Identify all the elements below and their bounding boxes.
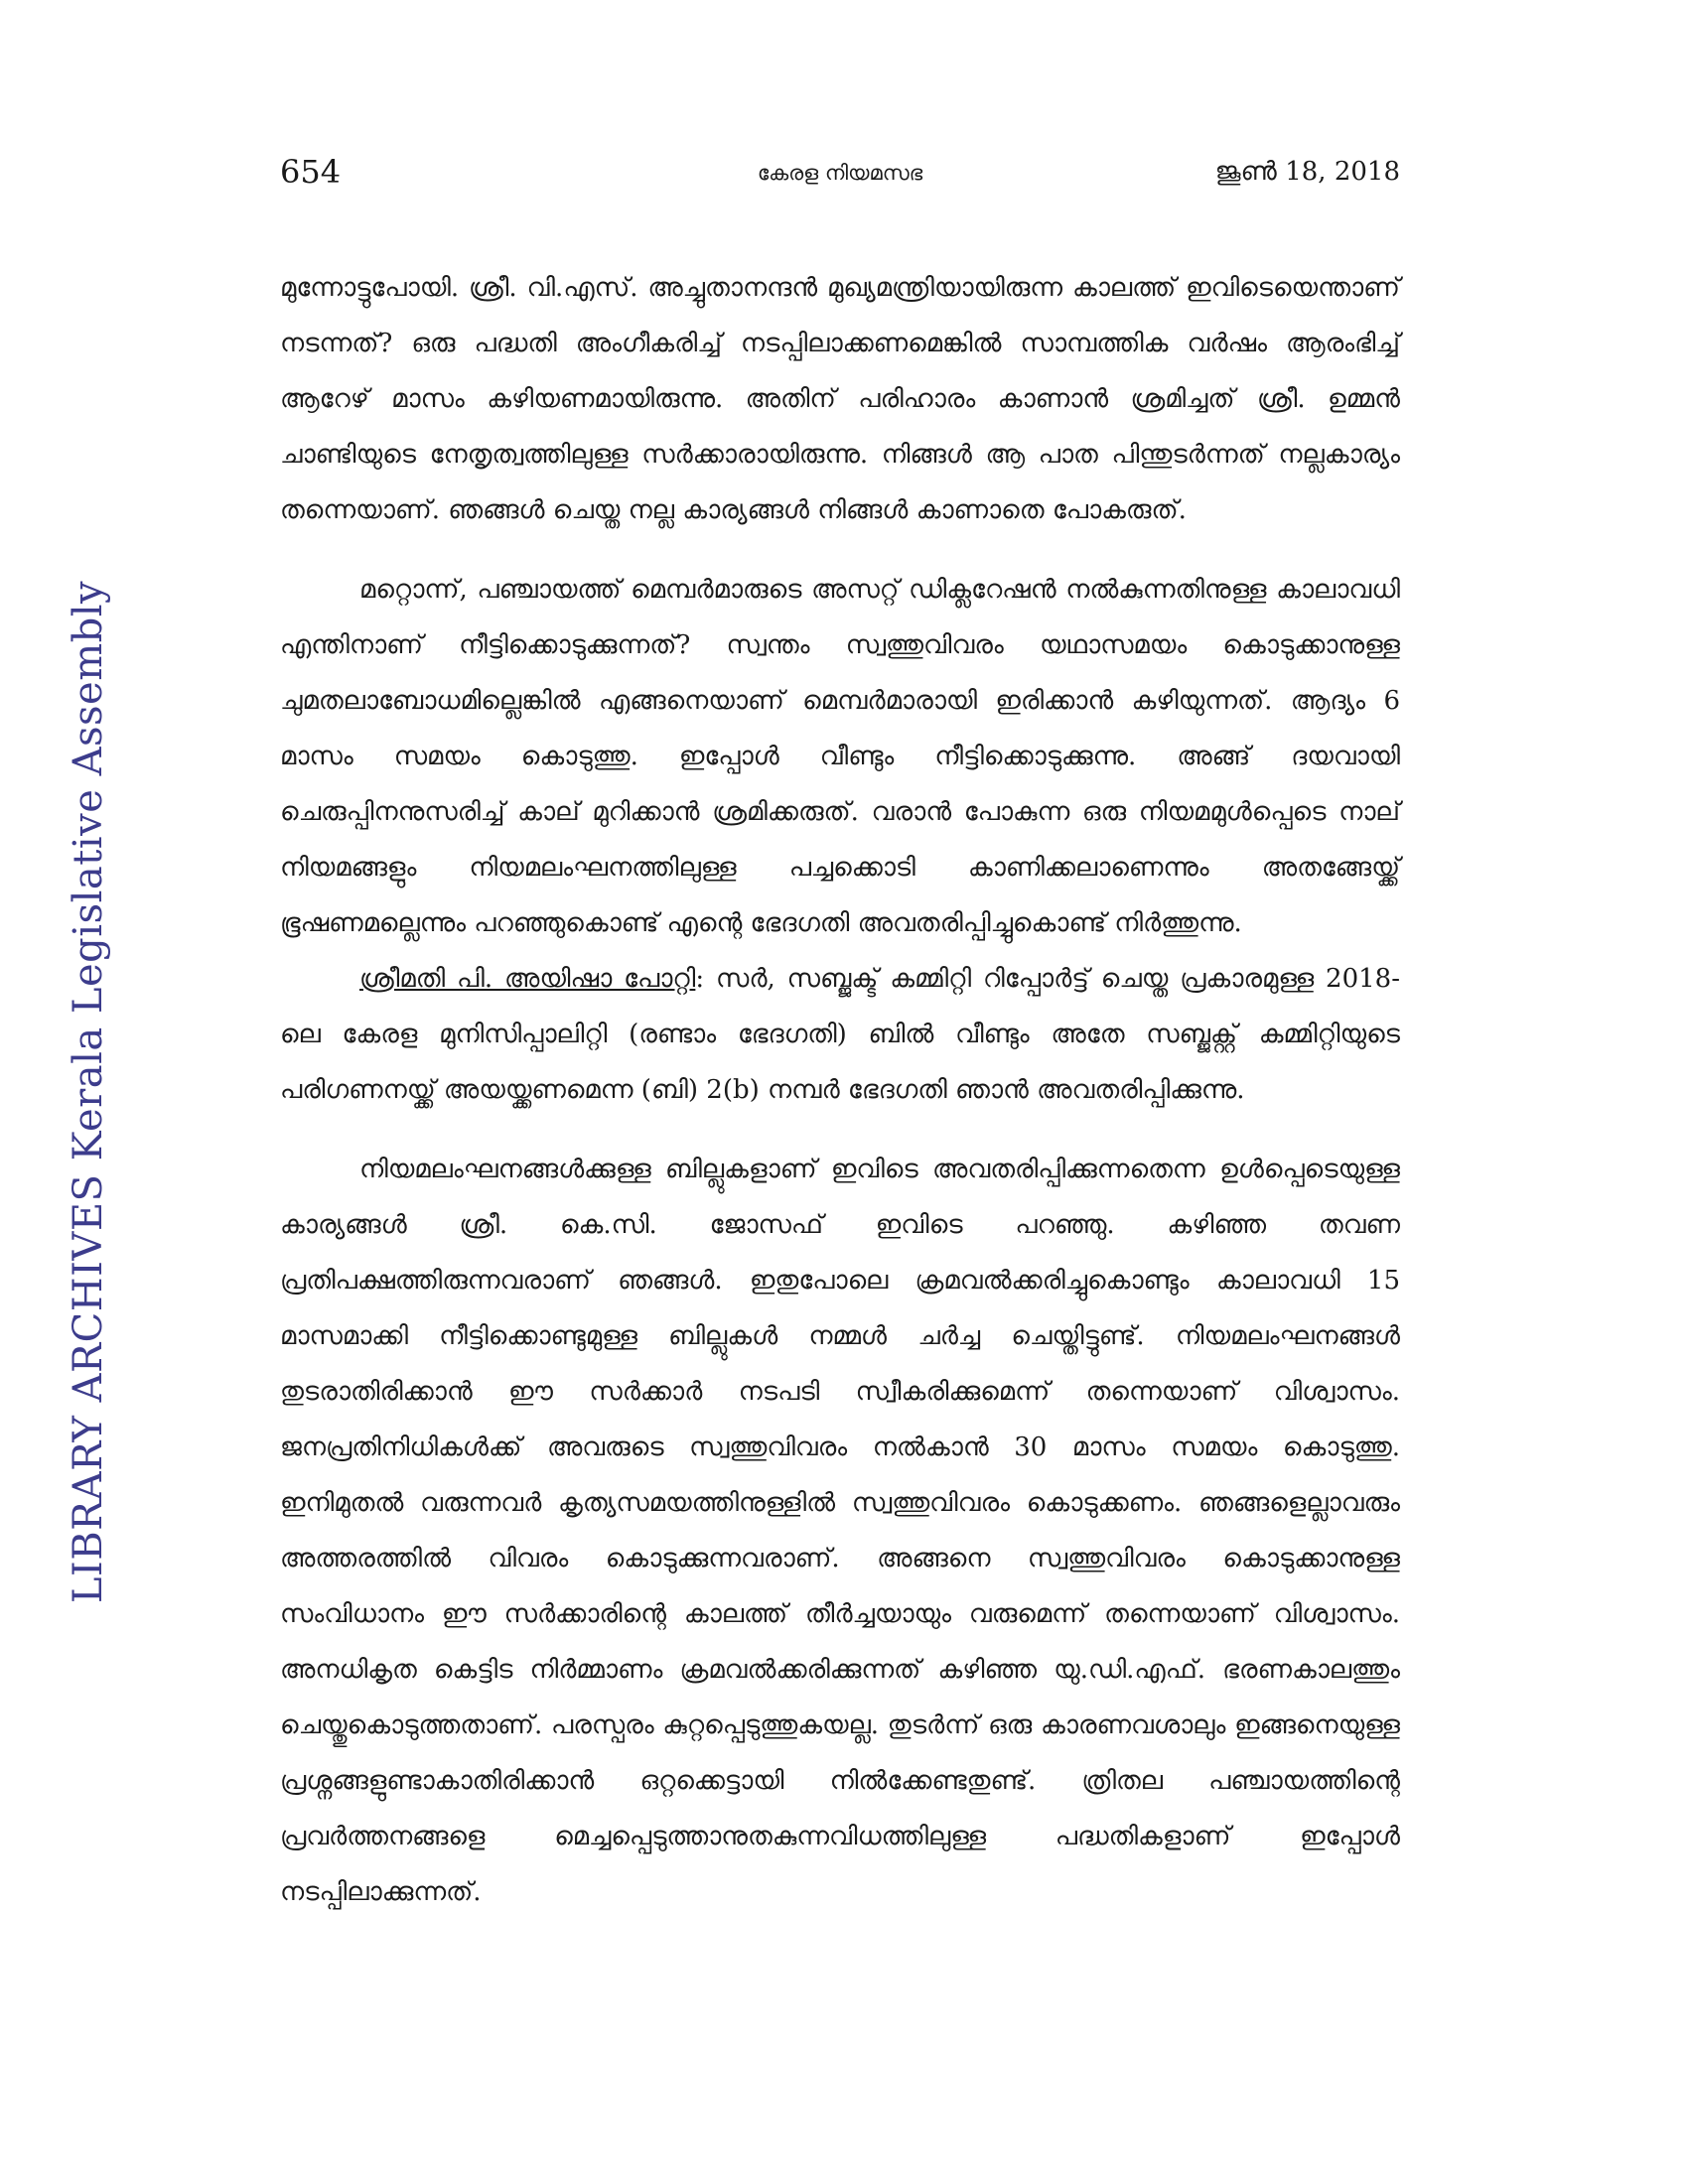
paragraph-2: മറ്റൊന്ന്, പഞ്ചായത്ത് മെമ്പർമാരുടെ അസറ്റ് ഡിക്ലറേഷൻ നൽകുന്നതിനുള്ള കാലാവധി എന്തിനാണ് നീട്ടിക്കൊടുക്കുന്നത്? സ്വന്തം സ്വത്തുവിവരം യഥാസമയം കൊടുക്കാനുള്ള ചുമതലാബോധമില്ലെങ്കിൽ എങ്ങനെയാണ് മെമ്പർമാരായി ഇരിക്കാൻ കഴിയുന്നത്. ആദ്യം 6 മാസം സമയം കൊടുത്തു. ഇപ്പോൾ വീണ്ടും നീട്ടിക്കൊടുക്കുന്നു. അങ്ങ് ദയവായി ചെരുപ്പിനനുസരിച്ച് കാല് മുറിക്കാൻ ശ്രമിക്കരുത്. വരാൻ പോകുന്ന ഒരു നിയമമുൾപ്പെടെ നാല് നിയമങ്ങളും നിയമലംഘനത്തിലുള്ള പച്ചക്കൊടി കാണിക്കലാണെന്നും അതങ്ങേയ്ക്ക് ഭൂഷണമല്ലെന്നും പറഞ്ഞുകൊണ്ട് എന്റെ ഭേദഗതി അവതരിപ്പിച്ചുകൊണ്ട് നിർത്തുന്നു. bbox=[280, 575, 1400, 938]
page-header bbox=[280, 149, 1400, 199]
speaker-name: ശ്രീമതി പി. അയിഷാ പോറ്റി bbox=[359, 964, 696, 994]
page-date: ജൂൺ 18, 2018 bbox=[1214, 157, 1400, 187]
paragraph-3 bbox=[280, 951, 1400, 1118]
paragraph-1: മുന്നോട്ടുപോയി. ശ്രീ. വി.എസ്. അച്ചുതാനന്ദൻ മുഖ്യമന്ത്രിയായിരുന്ന കാലത്ത് ഇവിടെയെന്താണ് നടന്നത്? ഒരു പദ്ധതി അംഗീകരിച്ച് നടപ്പിലാക്കണമെങ്കിൽ സാമ്പത്തിക വർഷം ആരംഭിച്ച് ആറേഴ് മാസം കഴിയണമായിരുന്നു. അതിന് പരിഹാരം കാണാൻ ശ്രമിച്ചത് ശ്രീ. ഉമ്മൻ ചാണ്ടിയുടെ നേതൃത്വത്തിലുള്ള സർക്കാരായിരുന്നു. നിങ്ങൾ ആ പാത പിന്തുടർന്നത് നല്ലകാര്യം തന്നെയാണ്. ഞങ്ങൾ ചെയ്ത നല്ല കാര്യങ്ങൾ നിങ്ങൾ കാണാതെ പോകരുത്. bbox=[280, 273, 1400, 525]
archive-watermark bbox=[44, 580, 133, 1604]
archive-watermark-text: LIBRARY ARCHIVES Kerala Legislative Assembly bbox=[66, 580, 111, 1604]
body-text bbox=[280, 260, 1400, 1920]
paragraph-4: നിയമലംഘനങ്ങൾക്കുള്ള ബില്ലുകളാണ് ഇവിടെ അവതരിപ്പിക്കുന്നതെന്ന ഉൾപ്പെടെയുള്ള കാര്യങ്ങൾ ശ്രീ. കെ.സി. ജോസഫ് ഇവിടെ പറഞ്ഞു. കഴിഞ്ഞ തവണ പ്രതിപക്ഷത്തിരുന്നവരാണ് ഞങ്ങൾ. ഇതുപോലെ ക്രമവൽക്കരിച്ചുകൊണ്ടും കാലാവധി 15 മാസമാക്കി നീട്ടിക്കൊണ്ടുമുള്ള ബില്ലുകൾ നമ്മൾ ചർച്ച ചെയ്തിട്ടുണ്ട്. നിയമലംഘനങ്ങൾ തുടരാതിരിക്കാൻ ഈ സർക്കാർ നടപടി സ്വീകരിക്കുമെന്ന് തന്നെയാണ് വിശ്വാസം. ജനപ്രതിനിധികൾക്ക് അവരുടെ സ്വത്തുവിവരം നൽകാൻ 30 മാസം സമയം കൊടുത്തു. ഇനിമുതൽ വരുന്നവർ കൃത്യസമയത്തിനുള്ളിൽ സ്വത്തുവിവരം കൊടുക്കണം. ഞങ്ങളെല്ലാവരും അത്തരത്തിൽ വിവരം കൊടുക്കുന്നവരാണ്. അങ്ങനെ സ്വത്തുവിവരം കൊടുക്കാനുള്ള സംവിധാനം ഈ സർക്കാരിന്റെ കാലത്ത് തീർച്ചയായും വരുമെന്ന് തന്നെയാണ് വിശ്വാസം. അനധികൃത കെട്ടിട നിർമ്മാണം ക്രമവൽക്കരിക്കുന്നത് കഴിഞ്ഞ യു.ഡി.എഫ്. ഭരണകാലത്തും ചെയ്തുകൊടുത്തതാണ്. പരസ്പരം കുറ്റപ്പെടുത്തുകയല്ല. തുടർന്ന് ഒരു കാരണവശാലും ഇങ്ങനെയുള്ള പ്രശ്നങ്ങളുണ്ടാകാതിരിക്കാൻ ഒറ്റക്കെട്ടായി നിൽക്കേണ്ടതുണ്ട്. ത്രിതല പഞ്ചായത്തിന്റെ പ്രവർത്തനങ്ങളെ മെച്ചപ്പെടുത്താനുതകുന്നവിധത്തിലുള്ള പദ്ധതികളാണ് ഇപ്പോൾ നടപ്പിലാക്കുന്നത്. bbox=[280, 1155, 1400, 1907]
running-title: കേരള നിയമസഭ bbox=[757, 161, 923, 185]
paragraph-3-text: : സർ, സബ്ജക്ട് കമ്മിറ്റി റിപ്പോർട്ട് ചെയ്ത പ്രകാരമുള്ള 2018-ലെ കേരള മുനിസിപ്പാലിറ്റി (രണ്ടാം ഭേദഗതി) ബിൽ വീണ്ടും അതേ സബ്ജക്റ്റ് കമ്മിറ്റിയുടെ പരിഗണനയ്ക്ക് അയയ്ക്കണമെന്ന (ബി) 2(b) നമ്പർ ഭേദഗതി ഞാൻ അവതരിപ്പിക്കുന്നു. bbox=[280, 964, 1401, 1105]
page-number: 654 bbox=[280, 153, 342, 191]
